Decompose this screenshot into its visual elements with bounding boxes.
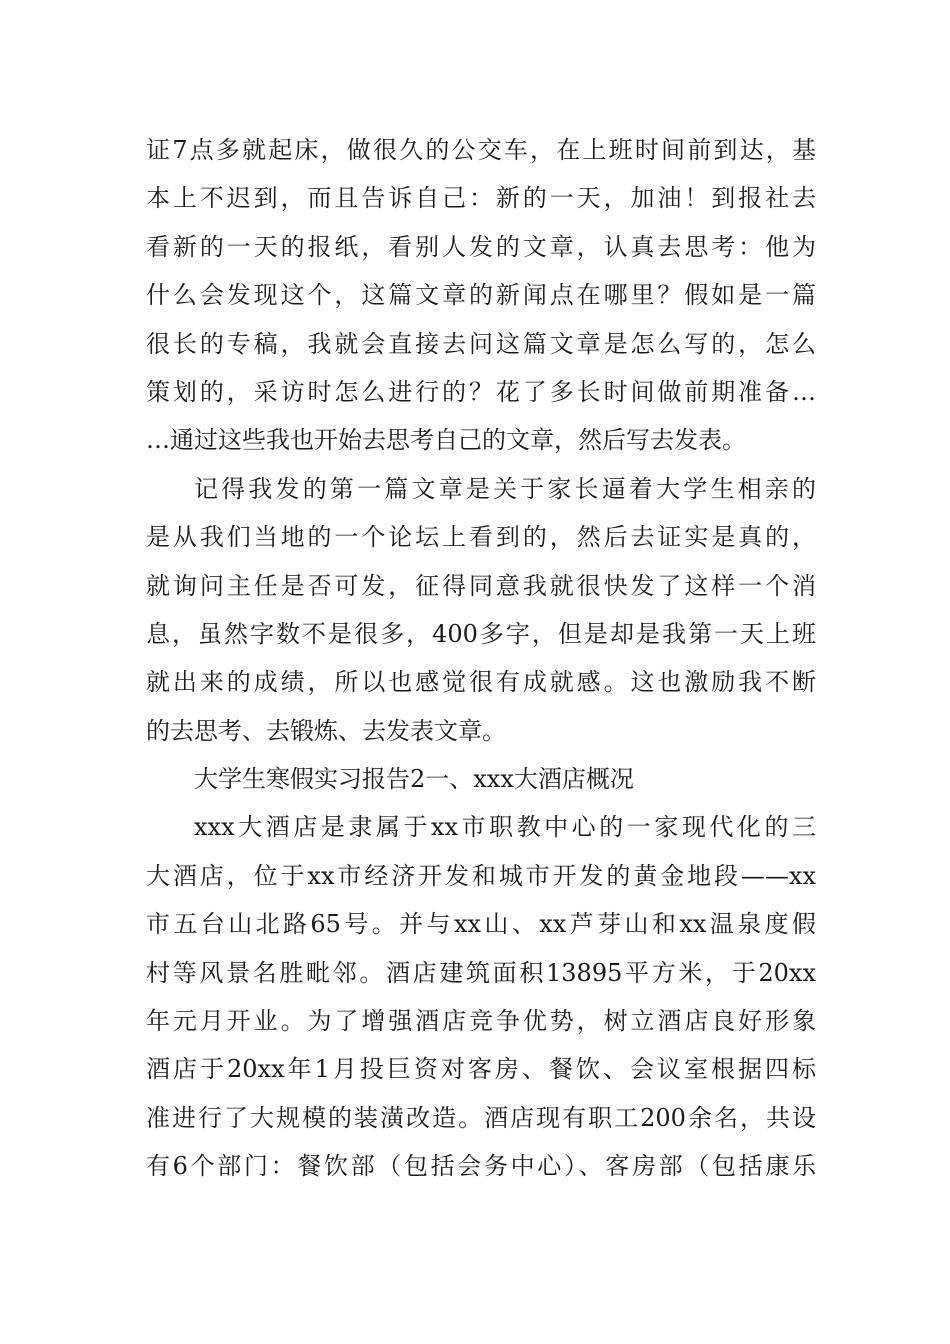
body-text (146, 126, 816, 1191)
text-line: 很长的专稿，我就会直接去问这篇文章是怎么写的，怎么 (146, 329, 816, 358)
text-line: …通过这些我也开始去思考自己的文章，然后写去发表。 (146, 426, 746, 455)
text-line: 的去思考、去锻炼、去发表文章。 (146, 716, 506, 745)
paragraph-first-line: 记得我发的第一篇文章是关于家长逼着大学生相亲的 (194, 474, 816, 503)
text-line: 有6个部门：餐饮部（包括会务中心）、客房部（包括康乐 (146, 1152, 816, 1181)
text-line: 大酒店，位于xx市经济开发和城市开发的黄金地段——xx (146, 861, 816, 890)
text-line: 年元月开业。为了增强酒店竞争优势，树立酒店良好形象 (146, 1007, 816, 1036)
text-line: 酒店于20xx年1月投巨资对客房、餐饮、会议室根据四标 (146, 1055, 816, 1084)
text-line: 就出来的成绩，所以也感觉很有成就感。这也激励我不断 (146, 668, 816, 697)
text-line: 看新的一天的报纸，看别人发的文章，认真去思考：他为 (146, 232, 816, 261)
text-line: 什么会发现这个，这篇文章的新闻点在哪里？假如是一篇 (146, 281, 816, 310)
text-line: 本上不迟到，而且告诉自己：新的一天，加油！到报社去 (146, 184, 816, 213)
text-line: 市五台山北路65号。并与xx山、xx芦芽山和xx温泉度假 (146, 910, 816, 939)
text-line: 策划的，采访时怎么进行的？花了多长时间做前期准备… (146, 377, 816, 406)
text-line: 息，虽然字数不是很多，400多字，但是却是我第一天上班 (146, 619, 816, 648)
paragraph-first-line: xxx大酒店是隶属于xx市职教中心的一家现代化的三 (194, 813, 816, 842)
text-line: 准进行了大规模的装潢改造。酒店现有职工200余名，共设 (146, 1103, 816, 1132)
text-line: 证7点多就起床，做很久的公交车，在上班时间前到达，基 (146, 136, 816, 164)
text-line: 是从我们当地的一个论坛上看到的，然后去证实是真的， (146, 523, 816, 552)
section-heading: 大学生寒假实习报告2一、xxx大酒店概况 (194, 765, 634, 794)
text-line: 就询问主任是否可发，征得同意我就很快发了这样一个消 (146, 571, 816, 600)
text-line: 村等风景名胜毗邻。酒店建筑面积13895平方米，于20xx (146, 958, 816, 987)
